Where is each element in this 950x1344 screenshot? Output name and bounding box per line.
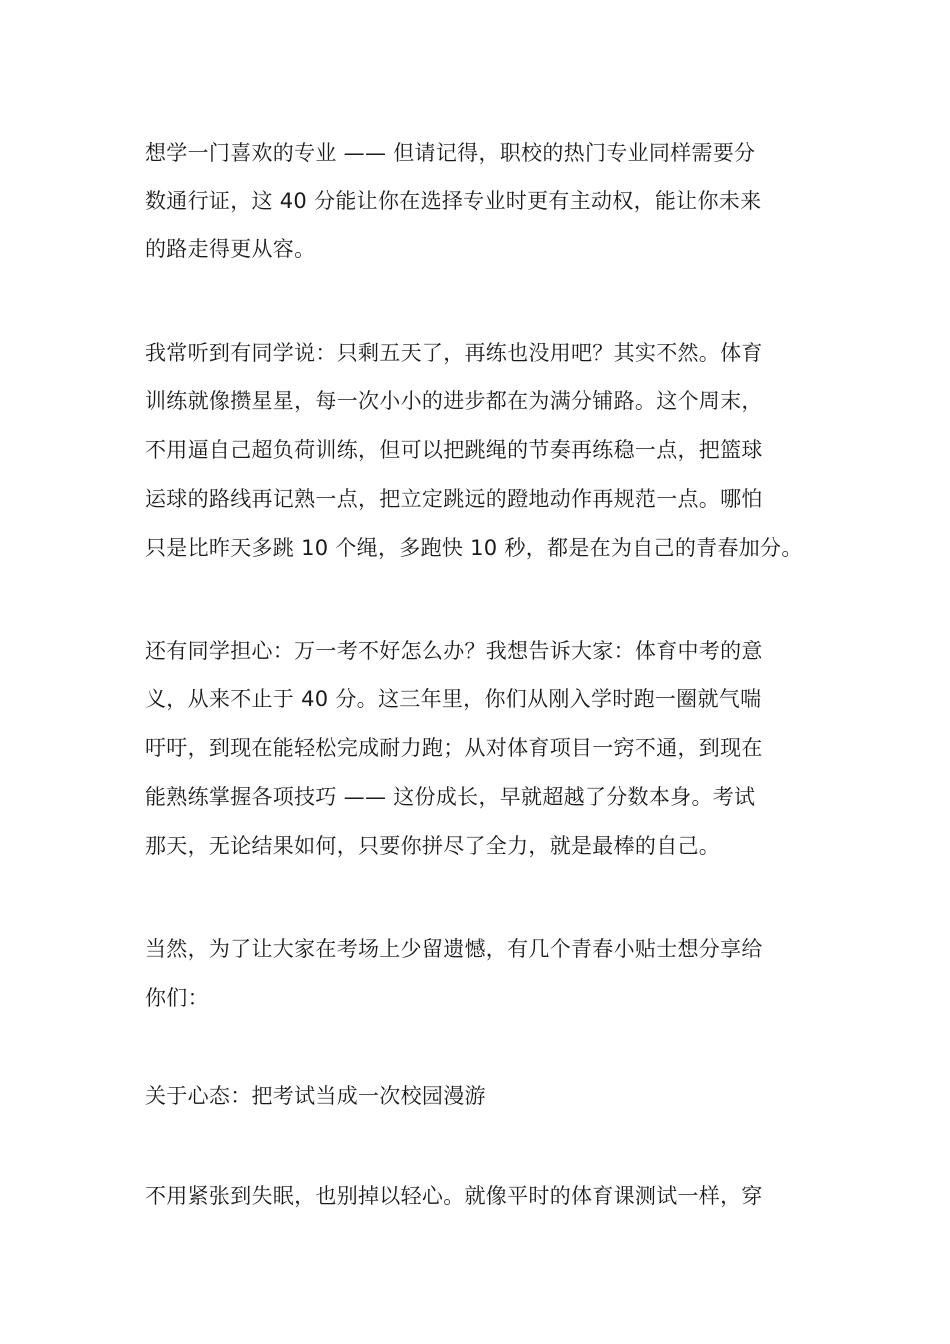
paragraph-1-line-3: 的路走得更从容。 [145,237,316,261]
tip-heading-mindset: 关于心态：把考试当成一次校园漫游 [145,1084,486,1108]
paragraph-2-line-5: 只是比昨天多跳 10 个绳，多跑快 10 秒，都是在为自己的青春加分。 [145,536,803,560]
paragraph-3-line-4: 能熟练掌握各项技巧 —— 这份成长，早就超越了分数本身。考试 [145,785,756,809]
paragraph-2-line-3: 不用逼自己超负荷训练，但可以把跳绳的节奏再练稳一点，把篮球 [145,438,763,462]
paragraph-4-line-1: 当然，为了让大家在考场上少留遗憾，有几个青春小贴士想分享给 [145,937,763,961]
paragraph-2-line-1: 我常听到有同学说：只剩五天了，再练也没用吧？其实不然。体育 [145,341,763,365]
paragraph-1-line-1: 想学一门喜欢的专业 —— 但请记得，职校的热门专业同样需要分 [145,141,756,165]
paragraph-6-line-1: 不用紧张到失眠，也别掉以轻心。就像平时的体育课测试一样，穿 [145,1184,763,1208]
paragraph-3-line-2: 义，从来不止于 40 分。这三年里，你们从刚入学时跑一圈就气喘 [145,687,762,711]
paragraph-2-line-4: 运球的路线再记熟一点，把立定跳远的蹬地动作再规范一点。哪怕 [145,487,763,511]
paragraph-3-line-3: 吁吁，到现在能轻松完成耐力跑；从对体育项目一窍不通，到现在 [145,736,763,760]
paragraph-3-line-1: 还有同学担心：万一考不好怎么办？我想告诉大家：体育中考的意 [145,639,763,663]
paragraph-2-line-2: 训练就像攒星星，每一次小小的进步都在为满分铺路。这个周末， [145,389,763,413]
paragraph-3-line-5: 那天，无论结果如何，只要你拼尽了全力，就是最棒的自己。 [145,834,721,858]
paragraph-1-line-2: 数通行证，这 40 分能让你在选择专业时更有主动权，能让你未来 [145,189,762,213]
paragraph-4-line-2: 你们： [145,986,209,1010]
